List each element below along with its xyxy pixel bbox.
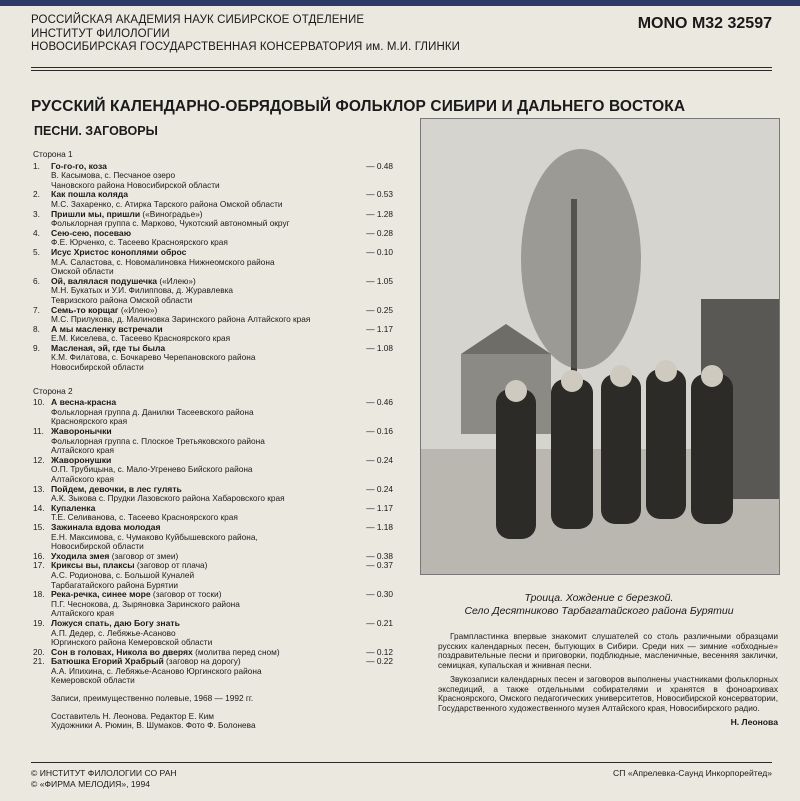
track-title: Батюшка Егорий Храбрый [51,656,164,667]
institution-header [31,14,460,55]
track-duration: — 0.21 [366,617,393,628]
track-performer: Новосибирской области [51,362,144,373]
track-duration: — 0.22 [366,656,393,667]
track-item [33,162,393,191]
track-number: 18. [33,589,45,600]
catalog-number: MONO M32 32597 [637,15,772,32]
track-title: А весна-красна [51,397,117,408]
track-duration: — 0.25 [366,304,393,315]
track-duration: — 0.30 [366,589,393,600]
track-number: 3. [33,208,40,219]
copyright [31,768,177,789]
annotation-paragraph: Звукозаписи календарных песен и заговоров выполнены участниками фольклорных экспедиций, а также отдельными собирателями и хранятся в фоноархивах Красноярского, Омского педагогических университетов, Новосибирской консерватории, Государственного художественного музея Алтайского края, Новосибирского радио. [438,673,778,713]
track-number: 20. [33,646,45,657]
track-number: 5. [33,246,40,257]
track-item [33,325,393,344]
track-performer: Е.Н. Максимова, с. Чумаково Куйбышевского района, [51,531,258,542]
track-number: 9. [33,342,40,353]
track-title: Го-го-го, коза [51,160,107,171]
track-performer: Юргинского района Кемеровской области [51,637,213,648]
track-number: 16. [33,550,45,561]
manufacturer: СП «Апрелевка-Саунд Инкорпорейтед» [613,768,772,778]
annotation-paragraph: Грампластинка впервые знакомит слушателей со столь различными образцами русских календарных песен, бытующих в Сибири. Среди них — зимние «обходные» поздравительные песни и приговорки, подблюдные, масленичные, весенняя заклички, семицкая, купальская и жнивная песни. [438,631,778,671]
photo-illustration [421,119,779,574]
track-duration: — 0.24 [366,483,393,494]
track-performer: М.С. Захаренко, с. Атирка Тарского района Омской области [51,198,283,209]
track-performer: А.П. Дедер, с. Лебяжье-Асаново [51,627,176,638]
track-item [33,485,393,504]
track-number: 14. [33,502,45,513]
track-title: Исус Христос коноплями оброс [51,246,187,257]
copyright-line: © ИНСТИТУТ ФИЛОЛОГИИ СО РАН [31,768,177,778]
track-number: 19. [33,617,45,628]
track-item [33,427,393,456]
track-number: 21. [33,656,45,667]
track-performer: М.С. Прилукова, д. Малиновка Заринского района Алтайского края [51,314,311,325]
track-duration: — 1.08 [366,342,393,353]
track-performer: А.А. Ипихина, с. Лебяжье-Асаново Юргинского района [51,665,262,676]
track-duration: — 1.18 [366,521,393,532]
annotation-text [438,632,778,727]
track-number: 4. [33,227,40,238]
track-title: Ложуся спать, даю Богу знать [51,617,180,628]
photo-caption [420,592,778,618]
track-item [33,277,393,306]
side-1-label: Сторона 1 [33,149,73,159]
track-note: (заговор от тоски) [150,589,222,600]
album-title: РУССКИЙ КАЛЕНДАРНО-ОБРЯДОВЫЙ ФОЛЬКЛОР СИБИРИ И ДАЛЬНЕГО ВОСТОКА [31,98,686,115]
track-note: (молитва перед сном) [192,646,280,657]
side-1-tracks [33,162,393,373]
track-duration: — 0.37 [366,560,393,571]
track-performer: Кемеровской области [51,675,135,686]
side-2-tracks [33,398,393,686]
track-title: Пойдем, девочки, в лес гулять [51,483,182,494]
side-2-label: Сторона 2 [33,385,73,396]
track-performer: А.С. Родионова, с. Большой Куналей [51,569,195,580]
institution-line: ИНСТИТУТ ФИЛОЛОГИИ [31,27,170,40]
track-title: Как пошла коляда [51,189,128,200]
track-title: Семь-то корщаг [51,304,119,315]
track-number: 13. [33,483,45,494]
credit-line: Художники А. Рюмин, В. Шумаков. Фото Ф. Болонева [51,720,256,731]
track-performer: П.Г. Чеснокова, д. Зыряновка Заринского района [51,598,240,609]
track-performer: А.К. Зыкова с. Прудки Лазовского района Хабаровского края [51,493,285,504]
track-title: Сею-сею, посеваю [51,227,132,238]
track-number: 8. [33,323,40,334]
track-item [33,248,393,277]
caption-line: Троица. Хождение с березкой. [524,592,674,604]
track-note: (заговор на дорогу) [163,656,241,667]
track-title: А мы масленку встречали [51,323,163,334]
track-performer: Чановского района Новосибирской области [51,179,220,190]
track-note: (заговор от плача) [134,560,208,571]
track-performer: Фольклорная группа с. Плоское Третьяковского района [51,435,265,446]
track-item [33,456,393,485]
track-performer: Алтайского края [51,445,114,456]
track-performer: Е.М. Киселева, с. Тасеево Красноярского края [51,333,231,344]
track-performer: К.М. Филатова, с. Бочкарево Черепановского района [51,352,256,363]
track-title: Ой, валялася подушечка [51,275,158,286]
institution-line: РОССИЙСКАЯ АКАДЕМИЯ НАУК СИБИРСКОЕ ОТДЕЛЕНИЕ [31,14,365,26]
track-performer: Тарбагатайского района Бурятии [51,579,178,590]
annotation-signature: Н. Леонова [730,716,778,727]
track-number: 15. [33,521,45,532]
track-duration: — 0.16 [366,426,393,437]
track-note: («Илею») [118,304,158,315]
track-performer: Тевризского района Омской области [51,294,193,305]
track-performer: Ф.Е. Юрченко, с. Тасеево Красноярского края [51,237,228,248]
track-item [33,344,393,373]
track-title: Жаворонушки [51,454,112,465]
track-performer: Т.Е. Селиванова, с. Тасеево Красноярского края [51,512,238,523]
track-title: Сон в головах, Никола во дверях [51,646,193,657]
track-performer: Омской области [51,266,114,277]
track-item [33,561,393,590]
track-item [33,306,393,325]
track-number: 7. [33,304,40,315]
track-item [33,210,393,229]
track-item [33,590,393,619]
track-duration: — 1.28 [366,208,393,219]
track-number: 2. [33,189,40,200]
track-performer: В. Касымова, с. Песчаное озеро [51,170,176,181]
track-performer: М.А. Саластова, с. Новомалиновка Нижнеомского района [51,256,275,267]
track-performer: Красноярского края [51,416,128,427]
footer-divider [31,762,772,763]
track-title: Река-речка, синее море [51,589,151,600]
track-number: 17. [33,560,45,571]
track-performer: Алтайского края [51,608,114,619]
track-duration: — 0.46 [366,397,393,408]
track-number: 1. [33,160,40,171]
track-duration: — 0.24 [366,454,393,465]
track-performer: М.Н. Букатых и У.И. Филиппова, д. Журавлевка [51,285,234,296]
track-item [33,657,393,686]
track-title: Купаленка [51,502,96,513]
credit-line: Составитель Н. Леонова. Редактор Е. Ким [51,710,214,721]
track-title: Криксы вы, плаксы [51,560,135,571]
track-item [33,190,393,209]
track-item [33,619,393,648]
header-divider [31,70,772,71]
track-item [33,398,393,427]
track-title: Уходила змея [51,550,110,561]
copyright-line: © «ФИРМА МЕЛОДИЯ», 1994 [31,778,151,789]
troitsa-photo [420,118,780,575]
track-note: (заговор от змеи) [109,550,179,561]
track-duration: — 0.53 [366,189,393,200]
track-performer: Фольклорная группа с. Марково, Чукотский автономный округ [51,218,290,229]
track-duration: — 0.12 [366,646,393,657]
track-performer: Алтайского края [51,474,114,484]
recordings-note: Записи, преимущественно полевые, 1968 — 1992 гг. [51,693,254,704]
track-note: («Виноградье») [140,208,203,219]
track-number: 12. [33,454,45,465]
track-title: Жаворонычки [51,426,112,437]
track-number: 11. [33,426,44,437]
track-item [33,229,393,248]
caption-line: Село Десятниково Тарбагатайского района Бурятии [464,605,734,617]
track-duration: — 0.28 [366,227,393,238]
track-performer: Фольклорная группа д. Данилки Тасеевского района [51,406,254,417]
track-title: Пришли мы, пришли [51,208,141,219]
track-title: Зажинала вдова молодая [51,521,161,532]
track-item [33,523,393,552]
track-performer: О.П. Трубицына, с. Мало-Угренево Бийского района [51,464,253,475]
track-duration: — 1.05 [366,275,393,286]
track-duration: — 0.10 [366,246,393,257]
tracklist [33,146,393,731]
track-duration: — 1.17 [366,323,393,334]
track-number: 6. [33,275,40,286]
top-border [0,0,800,6]
header-divider [31,67,772,68]
album-subtitle: ПЕСНИ. ЗАГОВОРЫ [34,124,158,138]
track-number: 10. [33,397,45,408]
track-title: Масленая, эй, где ты была [51,342,166,353]
track-item [33,504,393,523]
institution-line: НОВОСИБИРСКАЯ ГОСУДАРСТВЕННАЯ КОНСЕРВАТОРИЯ им. М.И. ГЛИНКИ [31,41,461,53]
track-duration: — 0.48 [366,160,393,171]
track-note: («Илею») [157,275,196,286]
track-duration: — 0.38 [366,550,393,561]
track-duration: — 1.17 [366,502,393,513]
credits [33,712,393,731]
track-performer: Новосибирской области [51,541,144,552]
